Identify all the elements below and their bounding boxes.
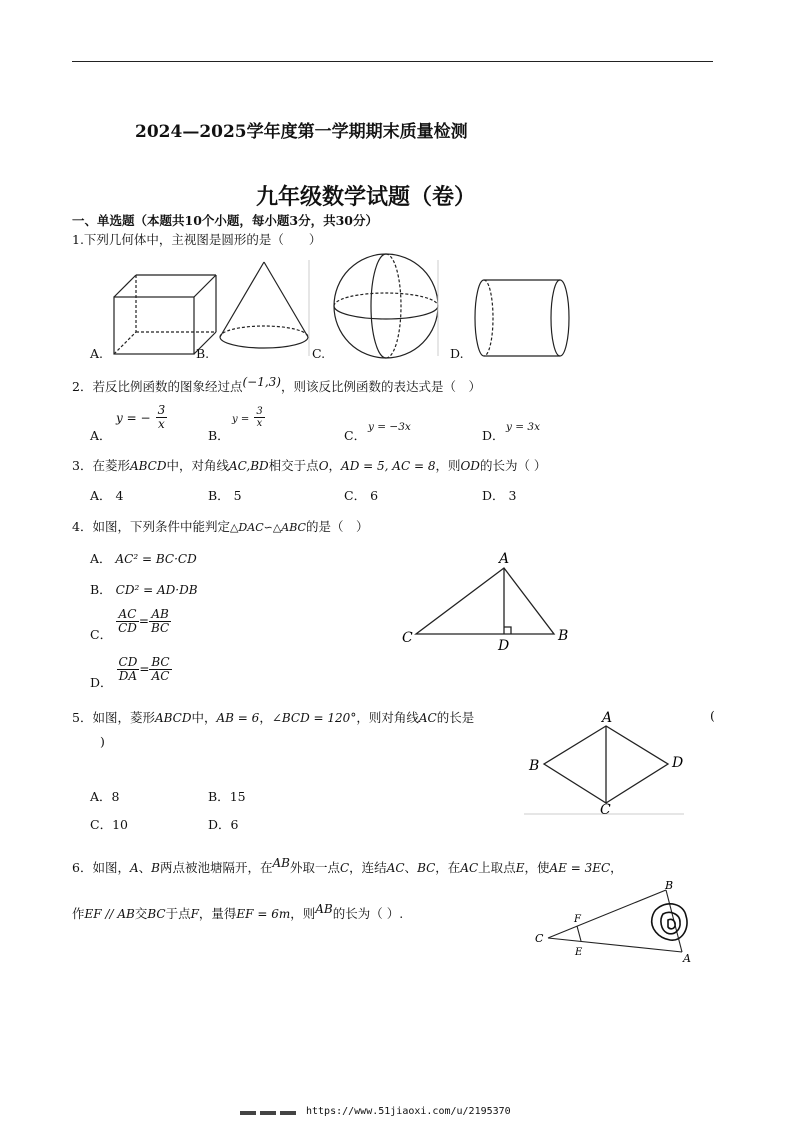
- q4-label-b: B: [558, 628, 569, 644]
- q3-option-d[interactable]: D． 3: [482, 488, 517, 503]
- q5-label-a: A: [602, 710, 613, 726]
- q2-option-d[interactable]: y = 3x: [506, 421, 541, 433]
- footer-url[interactable]: https://www.51jiaoxi.com/u/2195370: [306, 1106, 511, 1117]
- question-1-figures: [84, 250, 594, 365]
- question-5-stem: 5．如图，菱形ABCD中，AB = 6，∠BCD = 120°，则对角线AC的长是: [72, 710, 475, 725]
- question-3-stem: 3．在菱形ABCD中，对角线AC,BD相交于点O，AD = 5, AC = 8，则OD的长为（ ）: [72, 458, 547, 473]
- cone-icon: [220, 262, 308, 348]
- q6-label-a: A: [683, 952, 691, 965]
- header-rule: [72, 61, 713, 62]
- q2-option-b[interactable]: y = $\frac{3}{x}$: [232, 406, 263, 429]
- q2-option-c-label[interactable]: C．: [344, 428, 367, 443]
- q5-option-b[interactable]: B．15: [208, 789, 246, 804]
- question-5-figure: [524, 708, 694, 818]
- pond-icon: [652, 904, 687, 940]
- q5-label-b: B: [529, 758, 540, 774]
- q2-option-a-label[interactable]: A．: [90, 428, 112, 443]
- q3-option-b[interactable]: B． 5: [208, 488, 242, 503]
- q6-label-c: C: [535, 932, 544, 945]
- exam-title: 2024—2025学年度第一学期期末质量检测: [135, 122, 468, 142]
- question-2-stem: 2．若反比例函数的图象经过点$^{(-1,3)}$，则该反比例函数的表达式是（ ）: [72, 375, 481, 395]
- q2-option-d-label[interactable]: D．: [482, 428, 505, 443]
- exam-subtitle: 九年级数学试题（卷）: [256, 184, 477, 210]
- site-logo-icon: [240, 1108, 300, 1118]
- q1-option-d[interactable]: D.: [450, 346, 464, 361]
- q5-option-a[interactable]: A．8: [90, 789, 120, 804]
- q6-label-b: B: [665, 879, 674, 892]
- question-4-figure: [398, 548, 578, 652]
- q1-option-a[interactable]: A.: [90, 346, 104, 361]
- q5-label-c: C: [600, 802, 611, 818]
- q4-option-b[interactable]: B． CD² = AD·DB: [90, 582, 198, 597]
- q4-option-a[interactable]: A． AC² = BC·CD: [90, 551, 197, 566]
- q1-option-b[interactable]: B.: [196, 346, 210, 361]
- q4-label-a: A: [499, 551, 510, 567]
- q6-label-f: F: [574, 914, 581, 925]
- q4-option-c[interactable]: C． $\frac{AC}{CD}$ = $\frac{AB}{BC}$: [90, 607, 170, 643]
- q5-option-d[interactable]: D．6: [208, 817, 239, 832]
- section-heading: 一、单选题（本题共10个小题，每小题3分，共30分）: [72, 213, 378, 228]
- q4-label-d: D: [498, 638, 510, 652]
- q2-option-a[interactable]: y = − $\frac{3}{x}$: [116, 403, 166, 432]
- q4-label-c: C: [402, 630, 413, 646]
- q5-paren-close: ): [100, 734, 105, 749]
- question-1-stem: 1.下列几何体中，主视图是圆形的是（ ）: [72, 232, 322, 247]
- q5-paren-open: (: [710, 708, 715, 723]
- cube-icon: [114, 275, 216, 354]
- q5-label-d: D: [672, 755, 684, 771]
- sphere-icon: [334, 254, 438, 358]
- question-6-stem-line-2: 作EF // AB交BC于点F，量得EF = 6m，则$^{AB}$的长为（ ）.: [72, 902, 404, 922]
- cylinder-icon: [475, 280, 569, 356]
- question-6-stem-line-1: 6．如图，A、B两点被池塘隔开，在$^{AB}$外取一点C，连结AC、BC，在AC上取点E，使AE = 3EC，: [72, 856, 623, 876]
- q1-option-c[interactable]: C.: [312, 346, 326, 361]
- q3-option-a[interactable]: A． 4: [90, 488, 124, 503]
- q6-label-e: E: [575, 947, 583, 958]
- q2-option-c[interactable]: y = −3x: [368, 421, 411, 433]
- q5-option-c[interactable]: C．10: [90, 817, 128, 832]
- q2-option-b-label[interactable]: B．: [208, 428, 230, 443]
- q3-option-c[interactable]: C． 6: [344, 488, 379, 503]
- q4-option-d[interactable]: D． $\frac{CD}{DA}$ = $\frac{BC}{AC}$: [90, 655, 170, 691]
- question-4-stem: 4．如图，下列条件中能判定△DAC∽△ABC的是（ ）: [72, 519, 369, 534]
- question-6-figure: [530, 878, 700, 970]
